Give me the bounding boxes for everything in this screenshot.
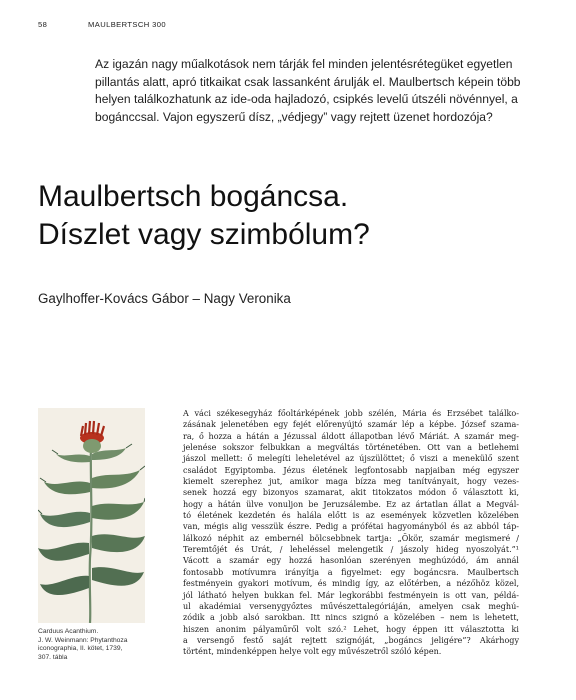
running-title: MAULBERTSCH 300 [88, 20, 167, 29]
body-line: jászol mellett: ő melegíti leheletével az újszülöttet; ő viszi a menekülő szent [183, 454, 519, 464]
thistle-illustration [38, 408, 145, 623]
body-line: történt, mindenképpen helye volt egy művészetről szóló képen. [183, 647, 442, 657]
body-line: lálkozó néphit az embernél bölcsebbnek tartja: „Ökör, szamár megismeré / [183, 533, 519, 543]
thistle-drawing [38, 408, 145, 623]
body-line: kiemelt szerephez jut, amikor maga bízza meg tanítványait, hogy vezes- [183, 477, 519, 487]
body-line: fontosabb motívumra irányítja a figyelmet: egy bogáncsra. Maulbertsch [183, 567, 519, 577]
body-line: hogy a hátán ülve vonuljon be Jeruzsálembe. Ez az ártatlan állat a Megvál- [183, 499, 519, 509]
page-number: 58 [38, 20, 48, 29]
body-line: Teremtőjét és Urát, / leheléssel melengetik / jászoly hideg nyoszolyát.”¹ [183, 545, 519, 555]
body-line: zódik a jobb alsó sarokban. Itt nincs szignó a közelében – nem is lehetett, [183, 613, 519, 623]
article-title-line-1: Maulbertsch bogáncsa. [38, 180, 349, 213]
figure-caption [38, 628, 178, 662]
body-line: a versengő festő saját rejtett szignóját, „bogáncs jeligére”? Akárhogy [183, 635, 519, 645]
body-line: hiszen anonim pályaműről volt szó.² Lehet, hogy éppen itt választotta ki [183, 624, 519, 634]
caption-source: J. W. Weinmann: Phytanthoza [38, 636, 128, 644]
body-line: senek hozzá egy bizonyos szamarat, akit titokzatos módon ő választott ki, [183, 488, 519, 498]
body-line: festményein gyakori motívum, és mindig így, az előtérben, a nézőhöz közel, [183, 579, 519, 589]
body-line: Vácott a szamár egy hozzá hasonlóan szerényen meghúzódó, ám annál [183, 556, 519, 566]
article-authors: Gaylhoffer-Kovács Gábor – Nagy Veronika [38, 291, 291, 306]
page-header [38, 20, 167, 29]
body-line: tó életének kezdetén és halála előtt is az események közvetlen közelében [183, 511, 519, 521]
body-line: ul akadémiai versenygyőztes művészettalegóriáján, amelyen csak meghú- [183, 601, 519, 611]
article-title-line-2: Díszlet vagy szimbólum? [38, 218, 370, 251]
body-line: családot Egyiptomba. Jézus életének legfontosabb napjaiban még egyszer [183, 465, 519, 475]
intro-paragraph: Az igazán nagy műalkotások nem tárják fel minden jelentésrétegüket egyetlen pillantás alatt, apró titkaikat csak lassanként árulják el. Maulbertsch képein több helyen találkozhatunk az ide-oda hajladozó, csipkés levelű útszéli növénnyel, a bogánccsal. Vajon egyszerű dísz, „védjegy” vagy rejtett üzenet hordozója? [95, 57, 521, 124]
caption-plate: 307. tábla [38, 653, 68, 661]
body-line: zásának jelenetében egy fejét előrenyújtó szamár lép a képbe. József szama- [183, 420, 519, 430]
body-line: van, mégis alig vesszük észre. Pedig a prófétai hagyományból és az abból táp- [183, 522, 519, 532]
body-line: ra, ő hozza a hátán a Jézussal áldott állapotban lévő Máriát. A szamár meg- [183, 431, 519, 441]
body-line: jól látható helyen bukkan fel. Már legkorábbi festményein is ott van, példá- [183, 590, 519, 600]
article-body [183, 408, 519, 658]
article-title [38, 178, 548, 254]
caption-species: Carduus Acanthium. [38, 628, 99, 635]
caption-volume: iconographia, II. kötet, 1739, [38, 645, 123, 652]
body-line: jelenése sokszor felbukkan a megváltás történetében. Ott van a betlehemi [183, 443, 519, 453]
body-line: A váci székesegyház főoltárképének jobb szélén, Mária és Erzsébet találko- [183, 409, 519, 418]
